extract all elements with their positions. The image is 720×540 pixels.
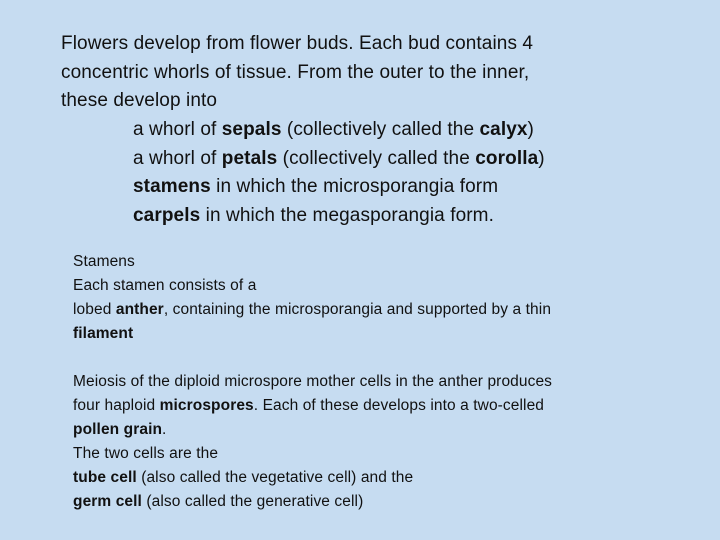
meiosis-line-1: Meiosis of the diploid microspore mother cells in the anther produces (73, 373, 553, 390)
term-germ-cell: germ cell (73, 493, 142, 510)
whorl-text: a whorl of (133, 119, 222, 140)
stamens-line-1: Each stamen consists of a (73, 277, 257, 294)
intro-line-2: concentric whorls of tissue. From the outer to the inner, (61, 62, 530, 83)
whorl-text: (collectively called the (281, 119, 480, 140)
meiosis-line-2 (73, 397, 544, 415)
meiosis-text: (also called the generative cell) (141, 493, 364, 510)
term-carpels: carpels (133, 205, 201, 226)
term-anther: anther (115, 301, 164, 318)
term-calyx: calyx (479, 119, 528, 140)
meiosis-text: . (162, 421, 167, 438)
whorl-item-sepals (133, 119, 534, 141)
meiosis-line-5 (73, 469, 413, 487)
whorl-item-carpels (133, 205, 494, 227)
whorl-text: in which the microsporangia form (210, 176, 499, 197)
meiosis-text: (also called the vegetative cell) and the (136, 469, 414, 486)
term-filament: filament (73, 325, 134, 342)
intro-line-3: these develop into (61, 90, 218, 111)
meiosis-line-3 (73, 421, 166, 439)
stamens-text: , containing the microsporangia and supported by a thin (163, 301, 552, 318)
term-tube-cell: tube cell (73, 469, 137, 486)
whorl-text: (collectively called the (277, 148, 476, 169)
term-pollen-grain: pollen grain (73, 421, 163, 438)
whorl-text: ) (538, 148, 545, 169)
whorl-text: a whorl of (133, 148, 222, 169)
term-corolla: corolla (475, 148, 539, 169)
term-stamens: stamens (133, 176, 211, 197)
whorl-item-stamens (133, 176, 498, 198)
whorl-text: ) (527, 119, 534, 140)
whorl-item-petals (133, 148, 545, 170)
meiosis-text: four haploid (73, 397, 160, 414)
term-microspores: microspores (159, 397, 254, 414)
stamens-line-2 (73, 301, 551, 319)
meiosis-line-6 (73, 493, 363, 511)
stamens-text: lobed (73, 301, 116, 318)
term-sepals: sepals (221, 119, 282, 140)
term-petals: petals (221, 148, 278, 169)
intro-line-1: Flowers develop from flower buds. Each bud contains 4 (61, 33, 534, 54)
stamens-line-3 (73, 325, 133, 343)
stamens-heading: Stamens (73, 253, 135, 270)
meiosis-line-4: The two cells are the (73, 445, 219, 462)
whorl-text: in which the megasporangia form. (200, 205, 494, 226)
meiosis-text: . Each of these develops into a two-celled (253, 397, 545, 414)
